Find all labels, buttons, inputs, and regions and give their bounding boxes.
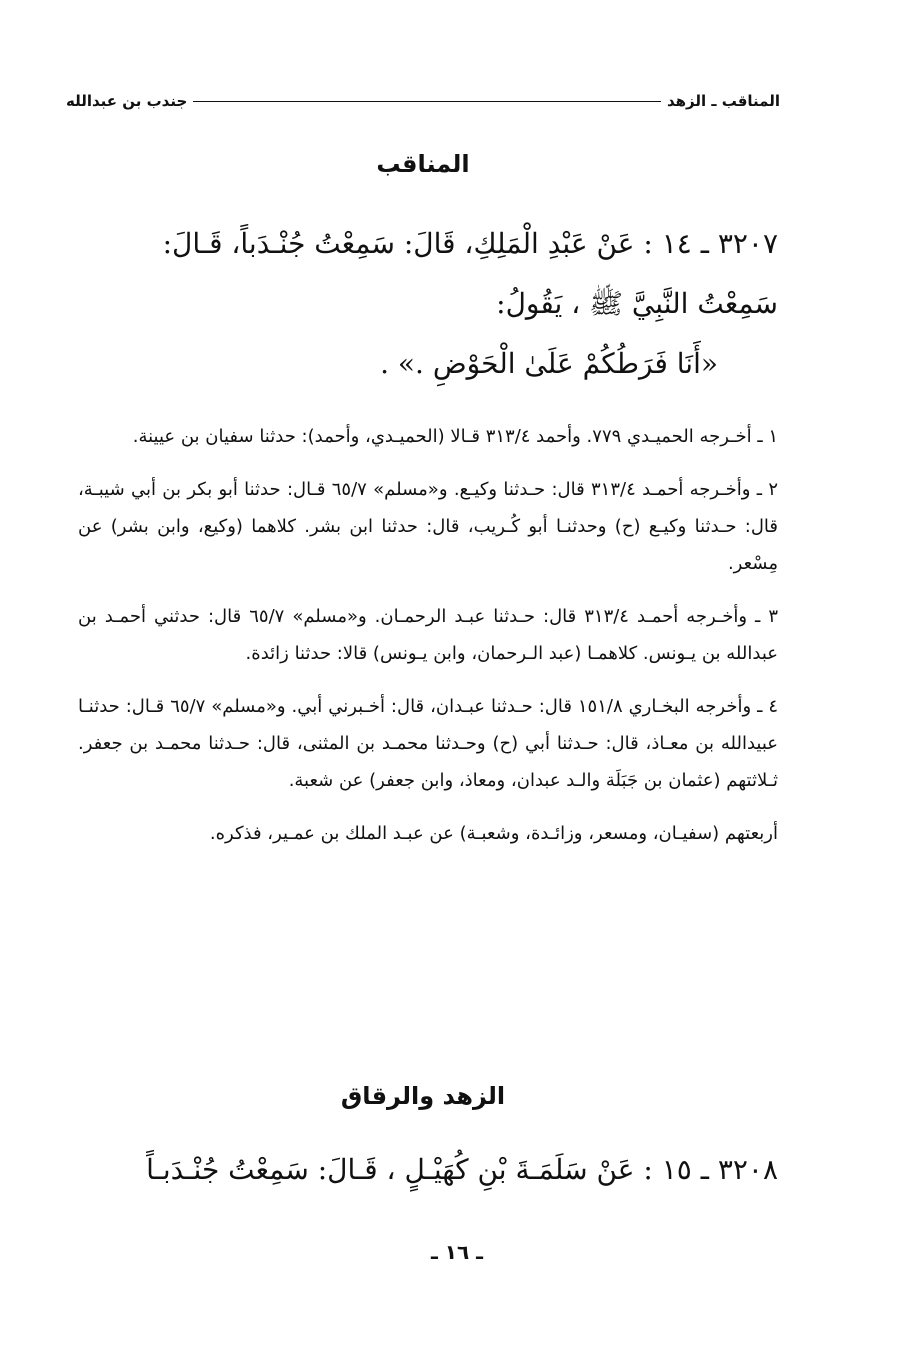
hadith-3208 bbox=[78, 1140, 778, 1200]
header-chapter-title: المناقب ـ الزهد bbox=[666, 92, 780, 110]
header-narrator-name: جندب بن عبدالله bbox=[66, 92, 188, 110]
hadith-quote: «أَنَا فَرَطُكُمْ عَلَىٰ الْحَوْضِ .» . bbox=[380, 347, 718, 380]
takhrij-note-2: ٢ ـ وأخـرجه أحمـد ٣١٣/٤ قال: حـدثنا وكيـع. و«مسلم» ٦٥/٧ قـال: حدثنا أبو بكر بن أبي شيبـة، قال: حـدثنا وكيـع (ح) وحدثنـا أبو كُـريب، قال: حدثنا ابن بشر. كلاهما (وكيع، وابن بشر) عن مِسْعر. bbox=[78, 479, 778, 574]
takhrij-note-1: ١ ـ أخـرجه الحميـدي ٧٧٩. وأحمد ٣١٣/٤ قـالا (الحميـدي، وأحمد): حدثنا سفيان بن عيينة. bbox=[132, 426, 778, 447]
section-heading-manaqib: المناقب bbox=[376, 150, 470, 178]
running-header bbox=[66, 86, 780, 116]
section-heading-zuhd: الزهد والرقاق bbox=[340, 1082, 506, 1110]
hadith-3207 bbox=[78, 214, 778, 394]
takhrij-note-4: ٤ ـ وأخرجه البخـاري ١٥١/٨ قال: حـدثنا عبـدان، قال: أخـبرني أبي. و«مسلم» ٦٥/٧ قـال: حدثنـا عبيدالله بن معـاذ، قال: حـدثنا أبي (ح) وحـدثنا محمـد بن المثنى، قال: حـدثنا محمـد بن جعفر. ثـلاثتهم (عثمان بن جَبَلَة والـد عبدان، ومعاذ، وابن جعفر) عن شعبة. bbox=[78, 696, 778, 791]
hadith-line: ٣٢٠٨ ـ ١٥ : عَنْ سَلَمَـةَ بْنِ كُهَيْـلٍ ، قَـالَ: سَمِعْتُ جُنْـدَبـاً bbox=[146, 1153, 778, 1186]
page-number: ـ ١٦ ـ bbox=[430, 1240, 484, 1264]
takhrij-notes bbox=[78, 418, 778, 868]
hadith-line: سَمِعْتُ النَّبِيَّ ﷺ ، يَقُولُ: bbox=[496, 287, 778, 320]
hadith-line: ٣٢٠٧ ـ ١٤ : عَنْ عَبْدِ الْمَلِكِ، قَالَ: سَمِعْتُ جُنْـدَباً، قَـالَ: bbox=[162, 227, 778, 260]
header-rule bbox=[193, 101, 661, 102]
takhrij-summary: أربعتهم (سفيـان، ومسعر، وزائـدة، وشعبـة) عن عبـد الملك بن عمـير، فذكره. bbox=[209, 823, 778, 844]
takhrij-note-3: ٣ ـ وأخـرجه أحمـد ٣١٣/٤ قال: حـدثنا عبـد الرحمـان. و«مسلم» ٦٥/٧ قال: حدثني أحمـد بن عبدالله بن يـونس. كلاهمـا (عبد الـرحمان، وابن يـونس) قالا: حدثنا زائدة. bbox=[78, 606, 778, 664]
